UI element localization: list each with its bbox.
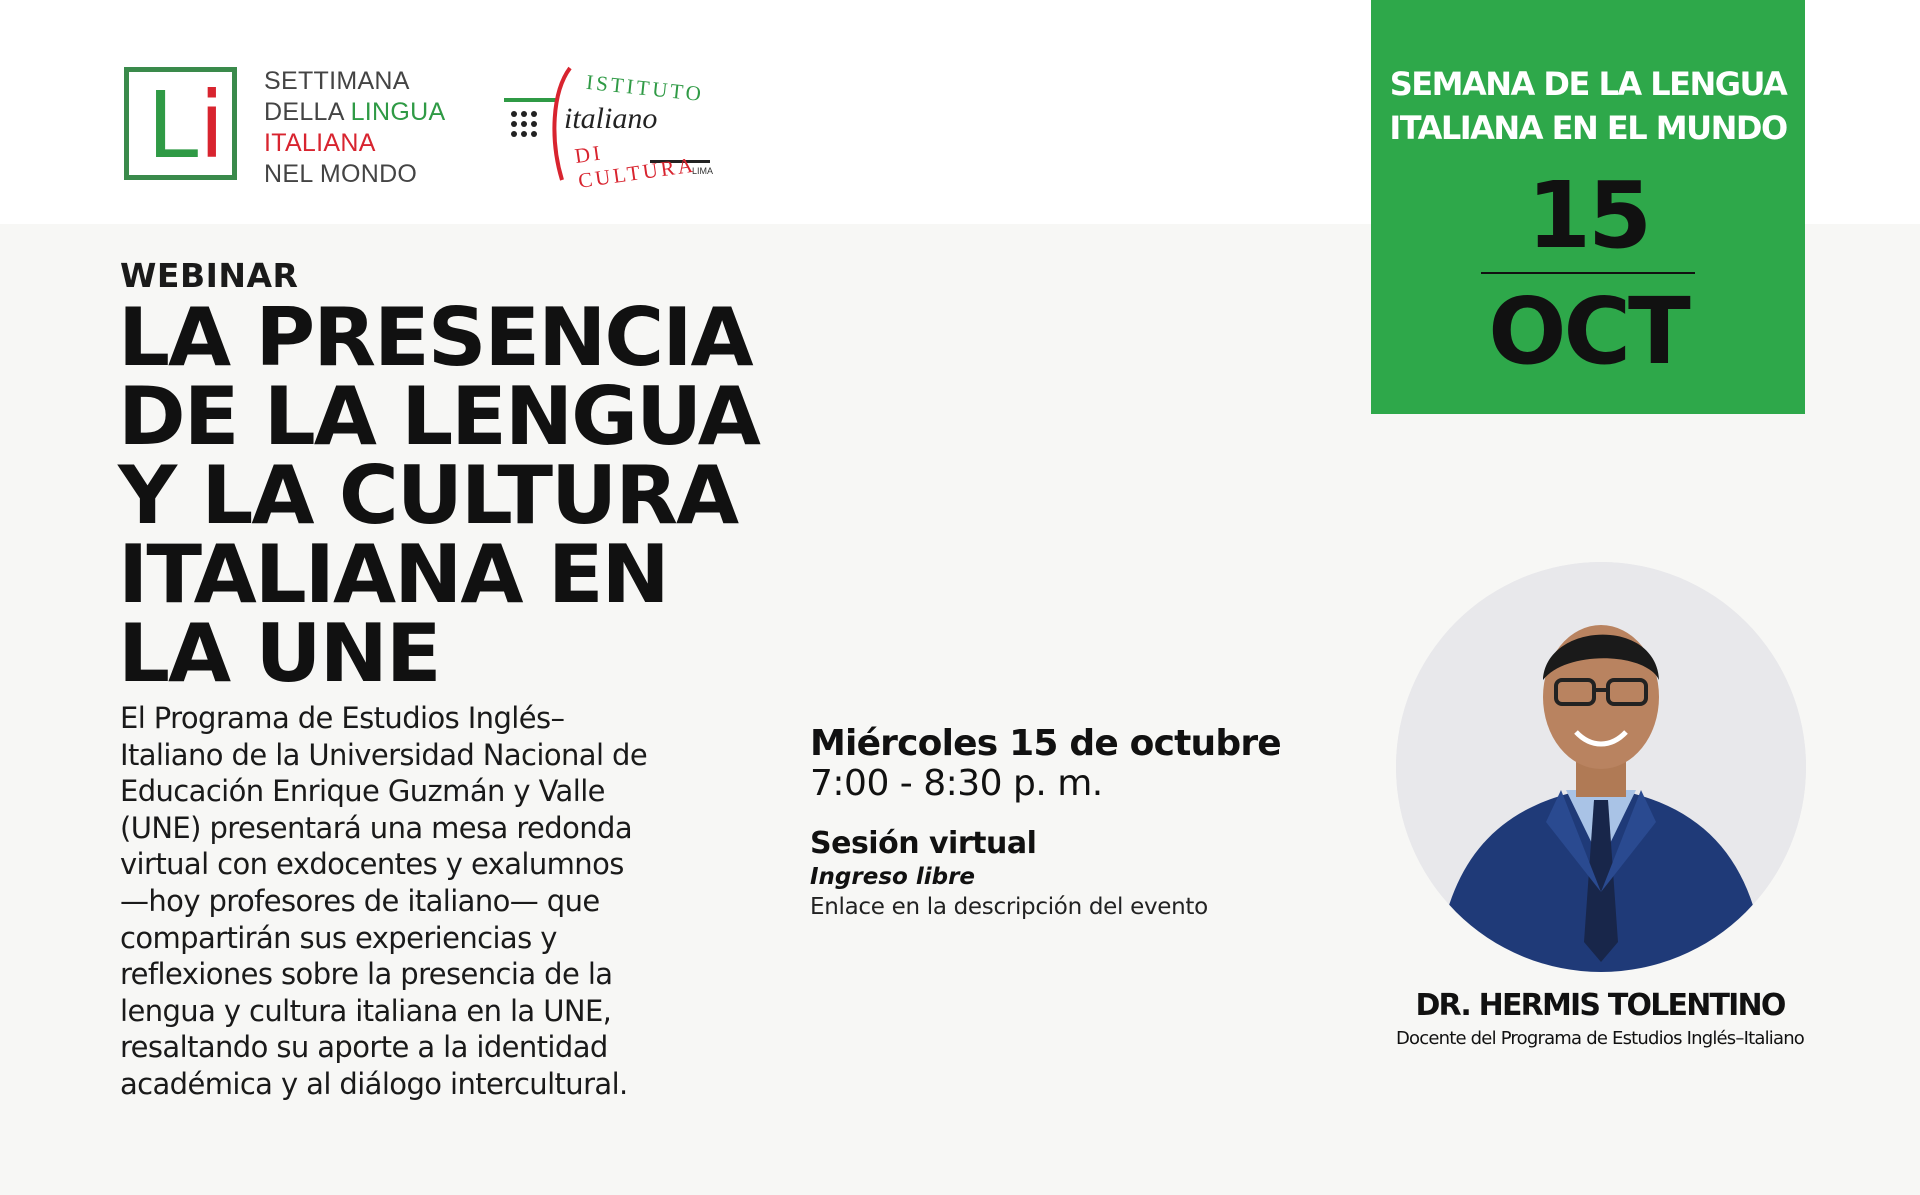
della-lingua-line [264,97,445,128]
event-time: 7:00 - 8:30 p. m. [810,763,1103,804]
event-title [118,291,812,700]
istituto-text: ISTITUTO [585,69,706,107]
date-box [1371,0,1805,414]
li-logo-letter-l: L [147,72,199,179]
description-line: lengua y cultura italiana en la UNE, [120,993,612,1028]
event-date: Miércoles 15 de octubre [810,723,1281,764]
description-line: compartirán sus experiencias y [120,920,557,955]
description-line: Educación Enrique Guzmán y Valle [120,774,605,809]
event-title-line: ITALIANA EN [118,528,668,621]
description-line: (UNE) presentará una mesa redonda [120,810,632,845]
speaker-name: DR. HERMIS TOLENTINO [1415,988,1785,1023]
settimana-line: SETTIMANA [264,67,410,95]
cultura-text: DI CULTURA [573,140,698,193]
date-box-title [1371,62,1805,150]
li-logo-letter-i: i [199,72,225,179]
nel-mondo-line: NEL MONDO [264,160,418,188]
event-title-line: LA PRESENCIA [118,291,752,384]
date-month: OCT [1488,278,1688,385]
date-divider [1481,272,1695,274]
della-word: DELLA [264,98,351,126]
italiano-text: italiano [564,102,658,135]
lingua-word: LINGUA [350,98,446,126]
event-title-line: DE LA LENGUA [118,370,759,463]
description-line: El Programa de Estudios Inglés– [120,701,565,735]
date-box-title-line2: ITALIANA EN EL MUNDO [1389,109,1787,147]
li-logo [124,67,237,180]
link-note: Enlace en la descripción del evento [810,894,1208,920]
description-line: reflexiones sobre la presencia de la [120,957,613,992]
description-line: académica y al diálogo intercultural. [120,1066,628,1101]
lima-text: LIMA [692,166,714,176]
speaker-role: Docente del Programa de Estudios Inglés–Italiano [1395,1028,1805,1049]
event-description [120,700,720,1103]
date-day: 15 [1526,162,1650,269]
speaker-portrait-icon [1396,562,1806,972]
description-line: resaltando su aporte a la identidad [120,1030,608,1065]
italiana-line: ITALIANA [264,129,376,157]
event-title-line: Y LA CULTURA [118,449,738,542]
settimana-logo-text [264,66,445,190]
session-type: Sesión virtual [810,826,1037,861]
date-box-title-line1: SEMANA DE LA LENGUA [1389,65,1787,103]
free-entry: Ingreso libre [810,864,976,890]
webinar-label: WEBINAR [120,256,299,295]
description-line: virtual con exdocentes y exalumnos [120,847,624,882]
event-title-line: LA UNE [118,607,440,700]
description-line: Italiano de la Universidad Nacional de [120,737,648,772]
istituto-italiano-logo [500,62,720,193]
speaker-photo [1396,562,1806,972]
description-line: —hoy profesores de italiano— que [120,883,600,918]
